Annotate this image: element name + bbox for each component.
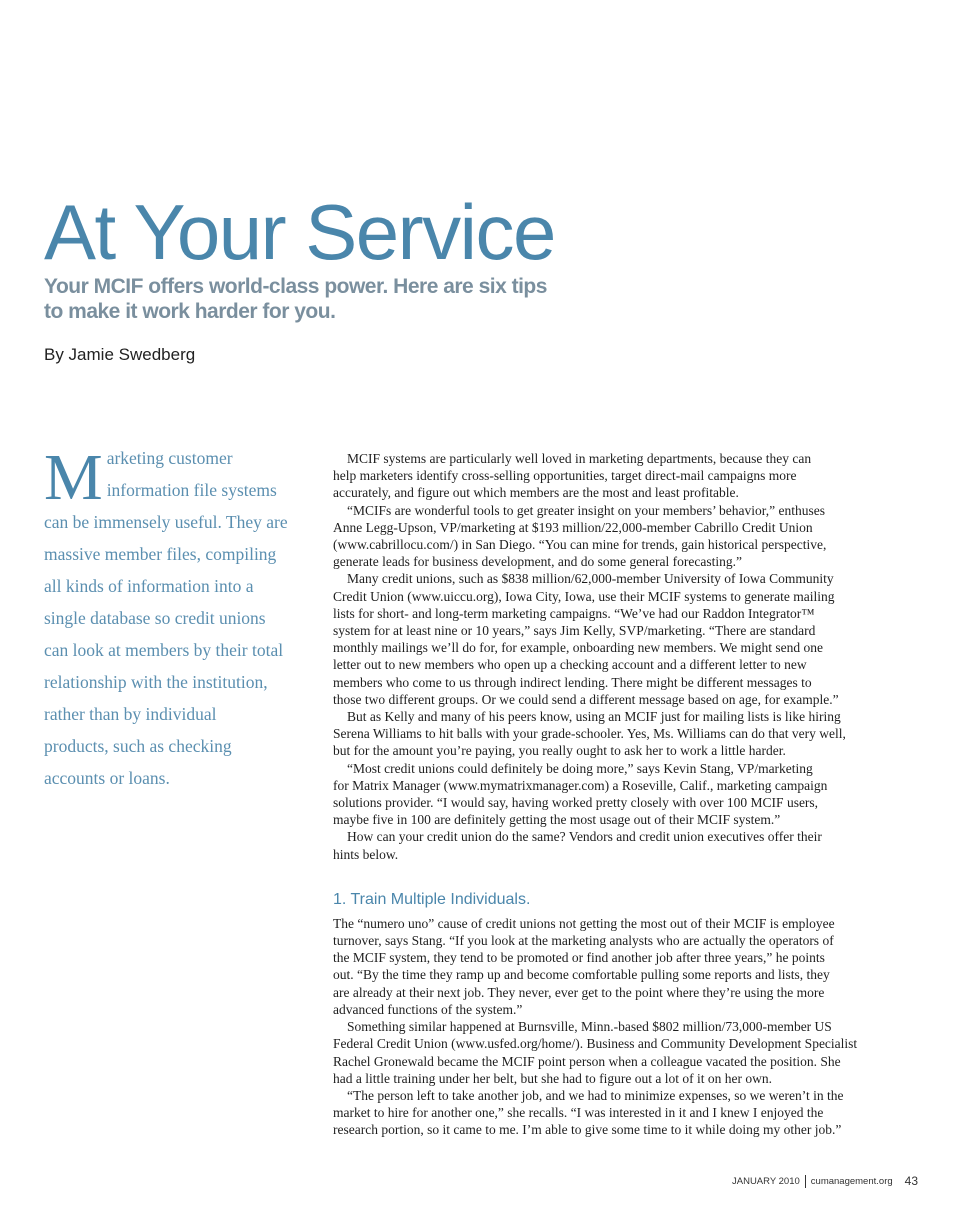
body-line: are already at their next job. They never, ever get to the point where they’re using the more — [333, 984, 825, 1000]
page-footer — [732, 1174, 918, 1188]
body-line: generate leads for business development, and do some general forecasting.” — [333, 554, 742, 570]
body-line: turnover, says Stang. “If you look at the marketing analysts who are actually the operators of — [333, 933, 834, 949]
body-line: The “numero uno” cause of credit unions not getting the most out of their MCIF is employee — [333, 915, 835, 931]
body-line: Serena Williams to hit balls with your grade-schooler. Yes, Ms. Williams can do that very well, — [333, 726, 846, 742]
pull-quote-line: single database so credit unions — [44, 608, 266, 628]
body-line: “MCIFs are wonderful tools to get greater insight on your members’ behavior,” enthuses — [347, 502, 825, 518]
subtitle-line: Your MCIF offers world-class power. Here are six tips — [44, 275, 547, 298]
body-line: hints below. — [333, 846, 399, 862]
pull-quote-line: all kinds of information into a — [44, 576, 254, 596]
body-line: (www.cabrillocu.com/) in San Diego. “You can mine for trends, gain historical perspective, — [333, 537, 827, 553]
body-line: those two different groups. Or we could send a different message based on age, for example.” — [333, 691, 839, 707]
body-line: help marketers identify cross-selling opportunities, target direct-mail campaigns more — [333, 468, 797, 484]
subtitle-line: to make it work harder for you. — [44, 300, 336, 323]
article-title: At Your Service — [44, 188, 555, 276]
body-line: Rachel Gronewald became the MCIF point person when a colleague vacated the position. She — [333, 1053, 841, 1069]
pull-quote-line: can be immensely useful. They are — [44, 512, 288, 532]
pull-quote-line: arketing customer — [106, 448, 233, 468]
body-line: Anne Legg-Upson, VP/marketing at $193 million/22,000-member Cabrillo Credit Union — [333, 519, 813, 535]
body-line: MCIF systems are particularly well loved in marketing departments, because they can — [347, 451, 812, 466]
body-line: advanced functions of the system.” — [333, 1001, 523, 1017]
pull-quote — [44, 442, 312, 794]
body-line: for Matrix Manager (www.mymatrixmanager.com) a Roseville, Calif., marketing campaign — [333, 777, 828, 793]
body-line: “Most credit unions could definitely be doing more,” says Kevin Stang, VP/marketing — [347, 760, 813, 776]
pull-quote-line: information file systems — [106, 480, 277, 500]
issue-date: JANUARY 2010 — [732, 1175, 800, 1187]
body-line: but for the amount you’re paying, you really ought to ask her to work a little harder. — [333, 743, 786, 759]
body-line: market to hire for another one,” she recalls. “I was interested in it and I knew I enjoyed the — [333, 1105, 824, 1121]
body-line: Something similar happened at Burnsville, Minn.-based $802 million/73,000-member US — [347, 1019, 832, 1035]
body-line: system for at least nine or 10 years,” says Jim Kelly, SVP/marketing. “There are standard — [333, 623, 816, 639]
body-line: lists for short- and long-term marketing campaigns. “We’ve had our Raddon Integrator™ — [333, 605, 815, 621]
website-name: cumanagement.org — [810, 1175, 893, 1187]
pull-quote-line: rather than by individual — [44, 704, 217, 724]
body-line: the MCIF system, they tend to be promoted or find another job after three years,” he points — [333, 950, 825, 966]
body-line: “The person left to take another job, and we had to minimize expenses, so we weren’t in the — [347, 1087, 844, 1103]
pull-quote-line: massive member files, compiling — [44, 544, 277, 564]
body-line: maybe five in 100 are definitely getting the most usage out of their MCIF system.” — [333, 812, 781, 828]
body-line: had a little training under her belt, but she had to figure out a lot of it on her own. — [333, 1070, 773, 1086]
page-number: 43 — [904, 1174, 918, 1188]
pull-quote-line: relationship with the institution, — [44, 672, 268, 692]
body-line: letter out to new members who open up a checking account and a different letter to new — [333, 657, 807, 673]
body-line: Federal Credit Union (www.usfed.org/home/). Business and Community Development Specialist — [333, 1036, 858, 1052]
pull-quote-line: accounts or loans. — [44, 768, 170, 788]
section-spacer — [333, 863, 893, 890]
drop-cap: M — [44, 441, 103, 514]
byline: By Jamie Swedberg — [44, 345, 196, 364]
article-subtitle — [44, 274, 564, 324]
body-line: members who come to us through indirect lending. There might be different messages to — [333, 674, 812, 690]
body-line: Credit Union (www.uiccu.org), Iowa City, Iowa, use their MCIF systems to generate mailing — [333, 588, 835, 604]
footer-divider — [805, 1175, 806, 1188]
pull-quote-line: products, such as checking — [44, 736, 232, 756]
pull-quote-line: can look at members by their total — [44, 640, 284, 660]
body-line: accurately, and figure out which members are the most and least profitable. — [333, 485, 739, 501]
section-heading: 1. Train Multiple Individuals. — [333, 890, 531, 908]
body-line: monthly mailings we’ll do for, for example, onboarding new members. We might send one — [333, 640, 824, 656]
body-line: But as Kelly and many of his peers know, using an MCIF just for mailing lists is like hiring — [347, 709, 841, 725]
body-line: Many credit unions, such as $838 million/62,000-member University of Iowa Community — [347, 571, 834, 587]
body-line: How can your credit union do the same? Vendors and credit union executives offer their — [347, 829, 822, 845]
body-line: solutions provider. “I would say, having worked pretty closely with over 100 MCIF users, — [333, 795, 819, 811]
body-line: out. “By the time they ramp up and become comfortable pulling some reports and lists, they — [333, 967, 830, 983]
body-line: research portion, so it came to me. I’m able to give some time to it while doing my other job.” — [333, 1122, 842, 1138]
article-body — [333, 450, 893, 1139]
